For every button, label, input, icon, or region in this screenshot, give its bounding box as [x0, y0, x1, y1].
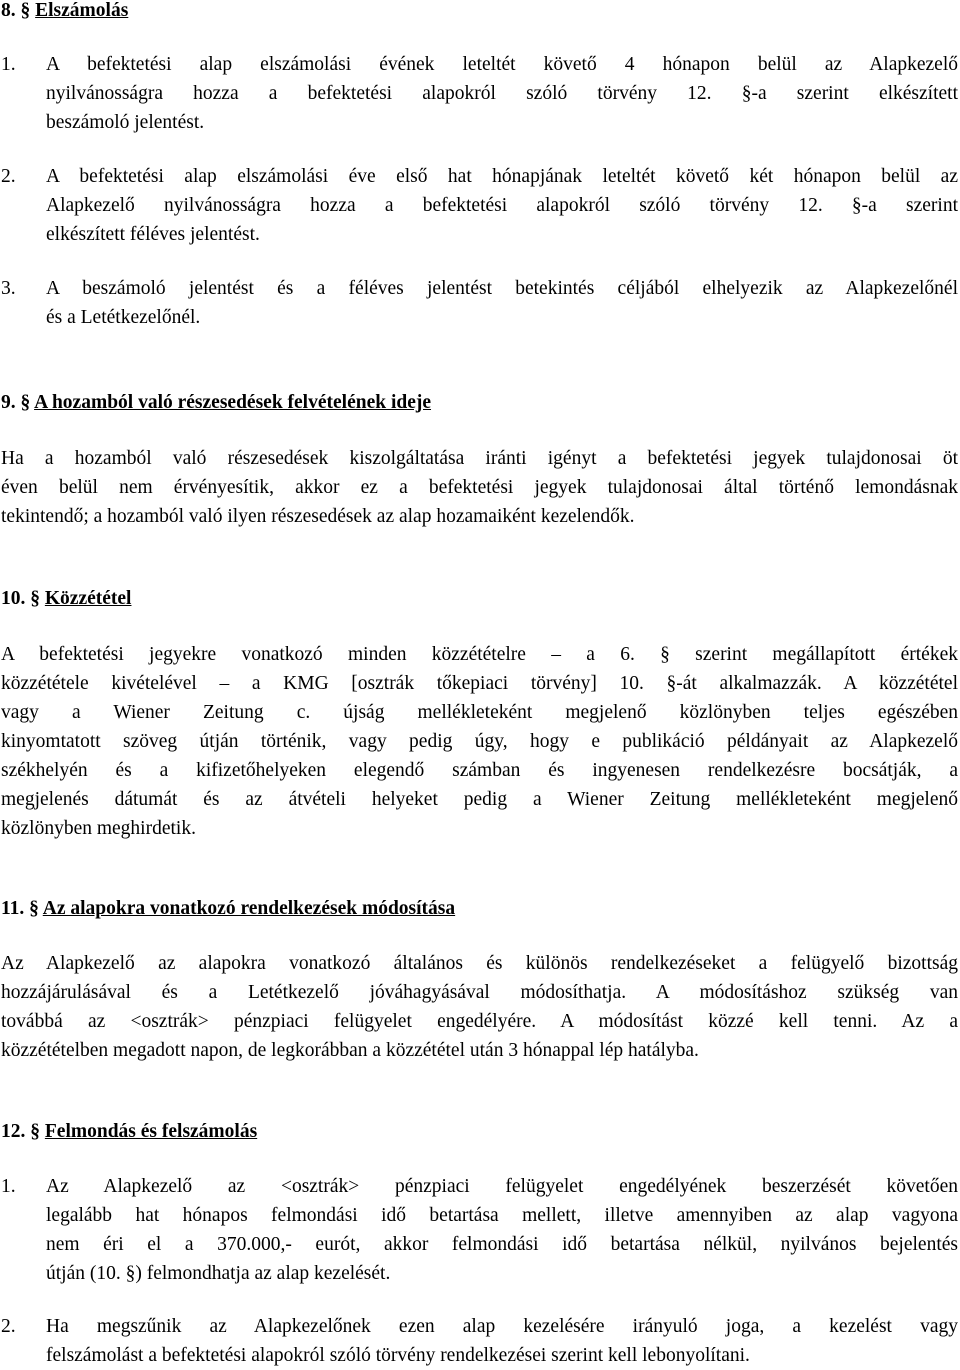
section-8-heading	[1, 0, 128, 25]
text-line: legalább hat hónapos felmondási idő betartása mellett, illetve amennyiben az alap vagyona	[46, 1205, 958, 1226]
section-number: 12. §	[1, 1121, 40, 1142]
section-title: Az alapokra vonatkozó rendelkezések módosítása	[42, 898, 456, 919]
section-9-paragraph	[1, 444, 958, 531]
item-number: 2.	[1, 166, 16, 187]
text-line: elkészített féléves jelentést.	[46, 224, 260, 245]
text-line: beszámoló jelentést.	[46, 112, 205, 133]
item-number: 1.	[1, 1176, 16, 1197]
item-number: 1.	[1, 54, 16, 75]
item-text	[46, 1312, 958, 1370]
section-10-paragraph	[1, 640, 958, 843]
section-title: Közzététel	[44, 588, 132, 609]
item-text	[46, 1172, 958, 1288]
text-line: A befektetési jegyekre vonatkozó minden közzétételre – a 6. § szerint megállapított értékek	[1, 644, 958, 665]
section-8-item-1	[0, 50, 958, 137]
section-9-heading	[1, 388, 431, 417]
text-line: Az Alapkezelő az <osztrák> pénzpiaci felügyelet engedélyének beszerzését követően	[46, 1176, 958, 1197]
item-number: 3.	[1, 278, 16, 299]
section-10-heading	[1, 584, 131, 613]
section-number: 10. §	[1, 588, 40, 609]
item-text	[46, 162, 958, 249]
text-line: Az Alapkezelő az alapokra vonatkozó általános és különös rendelkezéseket a felügyelő bizottság	[1, 953, 958, 974]
section-number: 9. §	[1, 392, 31, 413]
section-11-heading	[1, 894, 455, 923]
section-number: 11. §	[1, 898, 39, 919]
text-line: Alapkezelő nyilvánosságra hozza a befektetési alapokról szóló törvény 12. §-a szerint	[46, 195, 958, 216]
section-title: Felmondás és felszámolás	[44, 1121, 258, 1142]
text-line: közzétételben megadott napon, de legkorábban a közzététel után 3 hónappal lép hatályba.	[1, 1040, 699, 1061]
item-number: 2.	[1, 1316, 16, 1337]
item-text	[46, 50, 958, 137]
section-title: A hozamból való részesedések felvételének ideje	[34, 392, 432, 413]
text-line: felszámolást a befektetési alapokról szóló törvény rendelkezései szerint kell lebonyolítani.	[46, 1345, 750, 1366]
text-line: A beszámoló jelentést és a féléves jelentést betekintés céljából elhelyezik az Alapkezelőnél	[46, 278, 958, 299]
section-11-paragraph	[1, 949, 958, 1065]
text-line: tekintendő; a hozamból való ilyen részesedések az alap hozamaiként kezelendők.	[1, 506, 635, 527]
text-line: éven belül nem érvényesítik, akkor ez a befektetési jegyek tulajdonosai által történő lemondásnak	[1, 477, 958, 498]
text-line: Ha a hozamból való részesedések kiszolgáltatása iránti igényt a befektetési jegyek tulajdonosai öt	[1, 448, 958, 469]
text-line: közlönyben meghirdetik.	[1, 818, 196, 839]
section-8-item-2	[0, 162, 958, 249]
text-line: hozzájárulásával és a Letétkezelő jóváhagyásával módosíthatja. A módosításhoz szükség van	[1, 982, 958, 1003]
section-8-item-3	[0, 274, 958, 332]
section-12-heading	[1, 1117, 257, 1146]
text-line: és a Letétkezelőnél.	[46, 307, 201, 328]
section-12-item-2	[0, 1312, 958, 1370]
text-line: megjelenés dátumát és az átvételi helyeket pedig a Wiener Zeitung mellékleteként megjelenő	[1, 789, 958, 810]
text-line: nyilvánosságra hozza a befektetési alapokról szóló törvény 12. §-a szerint elkészített	[46, 83, 958, 104]
text-line: közzététele kivételével – a KMG [osztrák tőkepiaci törvény] 10. §-át alkalmazzák. A közzététel	[1, 673, 958, 694]
section-title: Elszámolás	[35, 0, 129, 21]
text-line: vagy a Wiener Zeitung c. újság mellékleteként megjelenő közlönyben teljes egészében	[1, 702, 958, 723]
text-line: továbbá az <osztrák> pénzpiaci felügyelet engedélyére. A módosítást közzé kell tenni. Az a	[1, 1011, 958, 1032]
text-line: útján (10. §) felmondhatja az alap kezelését.	[46, 1263, 391, 1284]
item-text	[46, 274, 958, 332]
text-line: kinyomtatott szöveg útján történik, vagy pedig úgy, hogy e publikáció példányait az Alapkezelő	[1, 731, 958, 752]
text-line: A befektetési alap elszámolási éve első hat hónapjának leteltét követő két hónapon belül az	[46, 166, 958, 187]
text-line: A befektetési alap elszámolási évének leteltét követő 4 hónapon belül az Alapkezelő	[46, 54, 958, 75]
text-line: székhelyén és a kifizetőhelyeken elegendő számban és ingyenesen rendelkezésre bocsátják, a	[1, 760, 958, 781]
text-line: nem éri el a 370.000,- eurót, akkor felmondási idő betartása nélkül, nyilvános bejelentés	[46, 1234, 958, 1255]
section-12-item-1	[0, 1172, 958, 1288]
section-number: 8. §	[1, 0, 31, 21]
text-line: Ha megszűnik az Alapkezelőnek ezen alap kezelésére irányuló joga, a kezelést vagy	[46, 1316, 958, 1337]
